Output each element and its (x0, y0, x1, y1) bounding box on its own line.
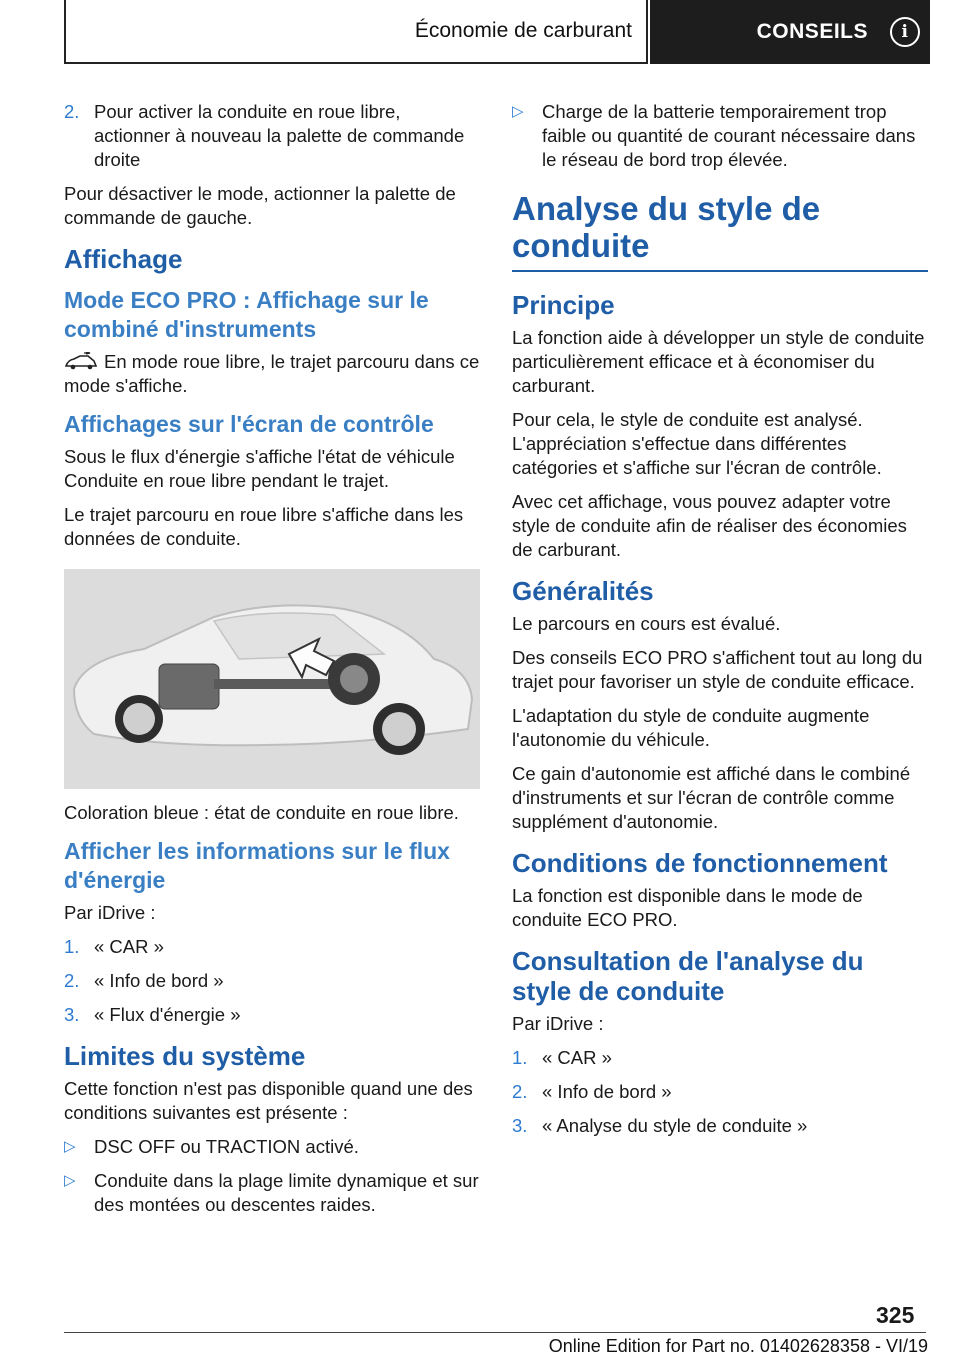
step-number: 2. (512, 1081, 528, 1102)
heading-analyse: Analyse du style de conduite (512, 190, 928, 272)
paragraph: La fonction aide à développer un style de conduite particulièrement efficace et à économiser du carburant. (512, 327, 925, 396)
paragraph: L'adaptation du style de conduite augmente l'autonomie du véhicule. (512, 705, 870, 750)
heading-flux: Afficher les informations sur le flux d'énergie (64, 838, 450, 893)
list-item (64, 1003, 480, 1027)
paragraph: Avec cet affichage, vous pouvez adapter votre style de conduite afin de réaliser des économies de carburant. (512, 491, 907, 560)
running-header-chapter (650, 0, 930, 64)
heading-affichage: Affichage (64, 244, 183, 274)
paragraph: Le trajet parcouru en roue libre s'affiche dans les données de conduite. (64, 504, 464, 549)
list-item (512, 1114, 928, 1138)
paragraph: Des conseils ECO PRO s'affichent tout au long du trajet pour favoriser un style de conduite efficace. (512, 647, 923, 692)
coasting-car-icon (64, 352, 98, 370)
page-number: 325 (876, 1302, 915, 1328)
footer-divider (64, 1332, 926, 1333)
paragraph-text: En mode roue libre, le trajet parcouru dans ce mode s'affiche. (64, 351, 480, 396)
paragraph: Pour désactiver le mode, actionner la palette de commande de gauche. (64, 183, 456, 228)
triangle-bullet-icon: ▷ (64, 1172, 76, 1189)
paragraph: Pour cela, le style de conduite est analysé. L'appréciation s'effectue dans différentes catégories et s'affiche sur l'écran de contrôle. (512, 409, 882, 478)
step-number: 2. (64, 101, 80, 122)
step-number: 1. (64, 936, 80, 957)
triangle-bullet-icon: ▷ (512, 103, 524, 120)
heading-consultation: Consultation de l'analyse du style de conduite (512, 946, 864, 1006)
list-item (64, 100, 480, 172)
list-item (64, 1169, 480, 1217)
car-energy-flow-figure (64, 569, 480, 789)
triangle-bullet-icon: ▷ (64, 1138, 76, 1155)
footer-edition: Online Edition for Part no. 01402628358 - VI/19 (548, 1336, 928, 1356)
list-item (512, 100, 928, 172)
list-item (64, 1135, 480, 1159)
step-text: « Flux d'énergie » (94, 1004, 241, 1025)
list-item (512, 1046, 928, 1070)
step-text: « Analyse du style de conduite » (542, 1115, 808, 1136)
running-header-section (64, 0, 648, 64)
paragraph: Le parcours en cours est évalué. (512, 613, 781, 634)
step-text: « Info de bord » (542, 1081, 672, 1102)
right-column (512, 100, 928, 1148)
step-number: 3. (512, 1115, 528, 1136)
paragraph: La fonction est disponible dans le mode de conduite ECO PRO. (512, 885, 863, 930)
bullet-text: Charge de la batterie temporairement trop faible ou quantité de courant nécessaire dans le réseau de bord trop élevée. (542, 101, 916, 170)
bullet-text: DSC OFF ou TRACTION activé. (94, 1136, 359, 1157)
step-text: Pour activer la conduite en roue libre, actionner à nouveau la palette de commande droite (94, 101, 465, 170)
paragraph: Par iDrive : (512, 1013, 604, 1034)
heading-limites: Limites du système (64, 1041, 306, 1071)
step-text: « CAR » (542, 1047, 612, 1068)
heading-eco-pro: Mode ECO PRO : Affichage sur le combiné d'instruments (64, 287, 429, 342)
list-item (64, 935, 480, 959)
car-illustration (64, 569, 480, 789)
left-column (64, 100, 480, 1227)
paragraph: Ce gain d'autonomie est affiché dans le combiné d'instruments et sur l'écran de contrôle comme supplément d'autonomie. (512, 763, 911, 832)
paragraph: Par iDrive : (64, 902, 156, 923)
list-item (512, 1080, 928, 1104)
bullet-text: Conduite dans la plage limite dynamique et sur des montées ou descentes raides. (94, 1170, 479, 1215)
chapter-title: CONSEILS (756, 20, 868, 43)
step-number: 2. (64, 970, 80, 991)
info-icon: i (890, 17, 920, 47)
paragraph (64, 350, 480, 398)
heading-generalites: Généralités (512, 576, 654, 606)
step-number: 3. (64, 1004, 80, 1025)
figure-caption: Coloration bleue : état de conduite en roue libre. (64, 802, 459, 823)
heading-principe: Principe (512, 290, 615, 320)
step-text: « Info de bord » (94, 970, 224, 991)
step-text: « CAR » (94, 936, 164, 957)
list-item (64, 969, 480, 993)
paragraph: Cette fonction n'est pas disponible quand une des conditions suivantes est présente : (64, 1078, 473, 1123)
step-number: 1. (512, 1047, 528, 1068)
heading-ecran: Affichages sur l'écran de contrôle (64, 411, 434, 437)
paragraph: Sous le flux d'énergie s'affiche l'état de véhicule Conduite en roue libre pendant le trajet. (64, 446, 455, 491)
section-title: Économie de carburant (414, 19, 632, 42)
heading-conditions: Conditions de fonctionnement (512, 848, 888, 878)
